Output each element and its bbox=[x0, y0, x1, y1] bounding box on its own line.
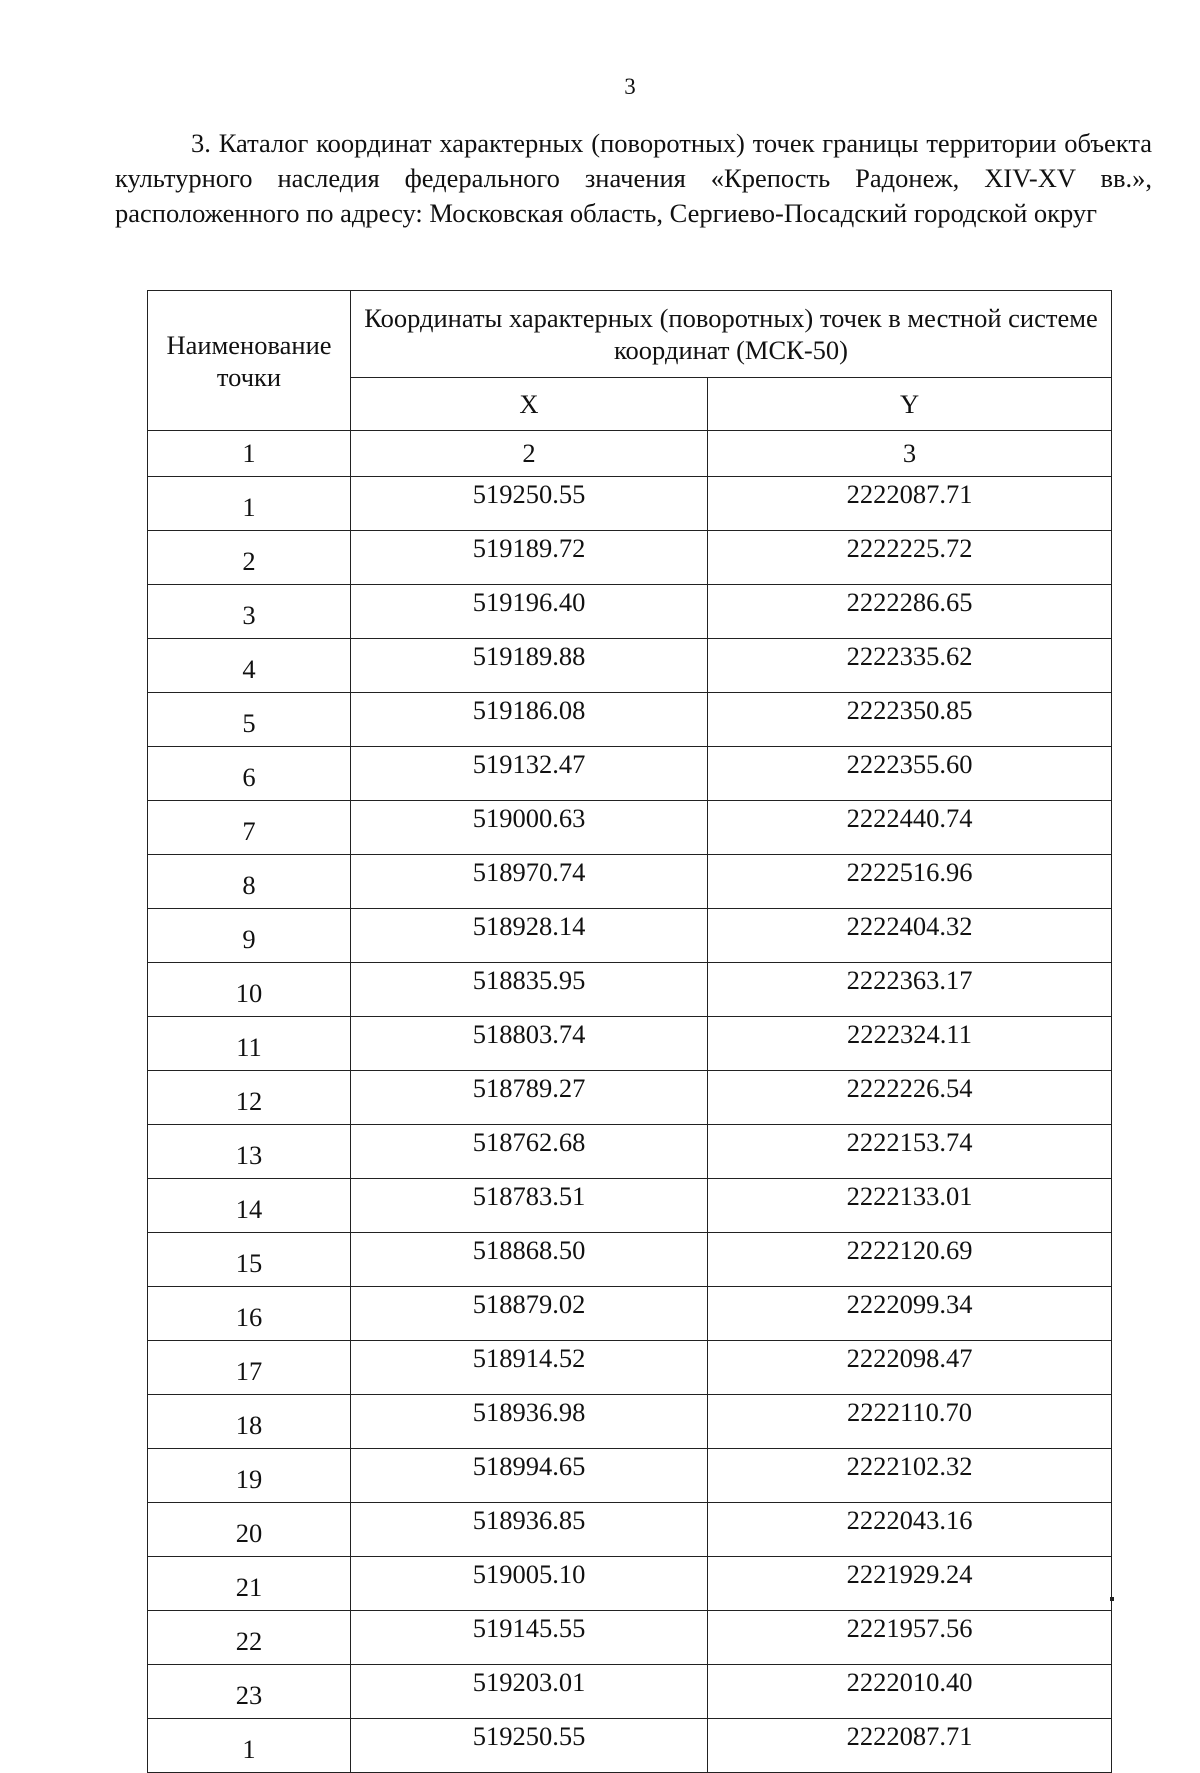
x-coordinate-cell: 518803.74 bbox=[351, 1017, 708, 1071]
y-coordinate-cell: 2222286.65 bbox=[708, 585, 1112, 639]
y-coordinate-cell: 2222355.60 bbox=[708, 747, 1112, 801]
table-row bbox=[148, 1341, 1112, 1395]
x-coordinate-cell: 518789.27 bbox=[351, 1071, 708, 1125]
point-name-cell: 15 bbox=[148, 1233, 351, 1287]
point-name-cell: 3 bbox=[148, 585, 351, 639]
point-name-cell: 4 bbox=[148, 639, 351, 693]
point-name-cell: 5 bbox=[148, 693, 351, 747]
point-name-cell: 21 bbox=[148, 1557, 351, 1611]
point-name-cell: 6 bbox=[148, 747, 351, 801]
y-coordinate-cell: 2222404.32 bbox=[708, 909, 1112, 963]
coordinates-rows bbox=[148, 477, 1112, 1773]
x-coordinate-cell: 518914.52 bbox=[351, 1341, 708, 1395]
x-coordinate-cell: 519250.55 bbox=[351, 477, 708, 531]
table-row bbox=[148, 1179, 1112, 1233]
x-coordinate-cell: 518879.02 bbox=[351, 1287, 708, 1341]
x-coordinate-cell: 519189.88 bbox=[351, 639, 708, 693]
y-coordinate-cell: 2222087.71 bbox=[708, 1719, 1112, 1773]
table-row bbox=[148, 693, 1112, 747]
table-row bbox=[148, 855, 1112, 909]
y-coordinate-cell: 2222226.54 bbox=[708, 1071, 1112, 1125]
point-name-cell: 22 bbox=[148, 1611, 351, 1665]
header-point-name: Наименование точки bbox=[148, 291, 351, 431]
point-name-cell: 1 bbox=[148, 1719, 351, 1773]
x-coordinate-cell: 518835.95 bbox=[351, 963, 708, 1017]
table-row bbox=[148, 963, 1112, 1017]
y-coordinate-cell: 2222335.62 bbox=[708, 639, 1112, 693]
point-name-cell: 16 bbox=[148, 1287, 351, 1341]
table-row bbox=[148, 477, 1112, 531]
y-coordinate-cell: 2222010.40 bbox=[708, 1665, 1112, 1719]
table-row bbox=[148, 531, 1112, 585]
point-name-cell: 14 bbox=[148, 1179, 351, 1233]
table-row bbox=[148, 1233, 1112, 1287]
trailing-dot bbox=[1110, 1597, 1114, 1601]
table-row bbox=[148, 747, 1112, 801]
table-row bbox=[148, 1071, 1112, 1125]
x-coordinate-cell: 519145.55 bbox=[351, 1611, 708, 1665]
page-number: 3 bbox=[624, 74, 636, 99]
table-row bbox=[148, 801, 1112, 855]
document-heading: 3. Каталог координат характерных (поворотных) точек границы территории объекта культурного наследия федерального значения «Крепость Радонеж, XIV-XV вв.», расположенного по адресу: Московская область, Сергиево-Посадский городской округ bbox=[115, 128, 1152, 228]
x-coordinate-cell: 518970.74 bbox=[351, 855, 708, 909]
table-row bbox=[148, 1719, 1112, 1773]
x-coordinate-cell: 518868.50 bbox=[351, 1233, 708, 1287]
table-row bbox=[148, 909, 1112, 963]
point-name-cell: 1 bbox=[148, 477, 351, 531]
table-row bbox=[148, 1287, 1112, 1341]
y-coordinate-cell: 2222153.74 bbox=[708, 1125, 1112, 1179]
x-coordinate-cell: 518994.65 bbox=[351, 1449, 708, 1503]
table-row bbox=[148, 1503, 1112, 1557]
x-coordinate-cell: 519186.08 bbox=[351, 693, 708, 747]
x-coordinate-cell: 518762.68 bbox=[351, 1125, 708, 1179]
point-name-cell: 2 bbox=[148, 531, 351, 585]
point-name-cell: 12 bbox=[148, 1071, 351, 1125]
y-coordinate-cell: 2222098.47 bbox=[708, 1341, 1112, 1395]
x-coordinate-cell: 519000.63 bbox=[351, 801, 708, 855]
y-coordinate-cell: 2221957.56 bbox=[708, 1611, 1112, 1665]
y-coordinate-cell: 2222043.16 bbox=[708, 1503, 1112, 1557]
table-row bbox=[148, 1125, 1112, 1179]
y-coordinate-cell: 2222350.85 bbox=[708, 693, 1112, 747]
header-coordinates-group: Координаты характерных (поворотных) точек в местной системе координат (МСК-50) bbox=[351, 291, 1112, 378]
table-row bbox=[148, 1449, 1112, 1503]
table-row bbox=[148, 1395, 1112, 1449]
column-number: 2 bbox=[351, 431, 708, 477]
x-coordinate-cell: 519132.47 bbox=[351, 747, 708, 801]
y-coordinate-cell: 2222120.69 bbox=[708, 1233, 1112, 1287]
point-name-cell: 23 bbox=[148, 1665, 351, 1719]
x-coordinate-cell: 519005.10 bbox=[351, 1557, 708, 1611]
y-coordinate-cell: 2222102.32 bbox=[708, 1449, 1112, 1503]
x-coordinate-cell: 518936.85 bbox=[351, 1503, 708, 1557]
column-number-row bbox=[148, 431, 1112, 477]
point-name-cell: 20 bbox=[148, 1503, 351, 1557]
coordinates-table bbox=[147, 290, 1112, 1773]
point-name-cell: 11 bbox=[148, 1017, 351, 1071]
point-name-cell: 8 bbox=[148, 855, 351, 909]
y-coordinate-cell: 2222087.71 bbox=[708, 477, 1112, 531]
table-row bbox=[148, 1017, 1112, 1071]
x-coordinate-cell: 519189.72 bbox=[351, 531, 708, 585]
y-coordinate-cell: 2222225.72 bbox=[708, 531, 1112, 585]
header-x: X bbox=[351, 378, 708, 431]
y-coordinate-cell: 2222363.17 bbox=[708, 963, 1112, 1017]
point-name-cell: 13 bbox=[148, 1125, 351, 1179]
y-coordinate-cell: 2222440.74 bbox=[708, 801, 1112, 855]
x-coordinate-cell: 518936.98 bbox=[351, 1395, 708, 1449]
y-coordinate-cell: 2222099.34 bbox=[708, 1287, 1112, 1341]
header-y: Y bbox=[708, 378, 1112, 431]
y-coordinate-cell: 2221929.24 bbox=[708, 1557, 1112, 1611]
point-name-cell: 18 bbox=[148, 1395, 351, 1449]
x-coordinate-cell: 518928.14 bbox=[351, 909, 708, 963]
table-row bbox=[148, 1557, 1112, 1611]
x-coordinate-cell: 519196.40 bbox=[351, 585, 708, 639]
column-number: 3 bbox=[708, 431, 1112, 477]
point-name-cell: 17 bbox=[148, 1341, 351, 1395]
x-coordinate-cell: 519250.55 bbox=[351, 1719, 708, 1773]
x-coordinate-cell: 519203.01 bbox=[351, 1665, 708, 1719]
y-coordinate-cell: 2222133.01 bbox=[708, 1179, 1112, 1233]
y-coordinate-cell: 2222110.70 bbox=[708, 1395, 1112, 1449]
point-name-cell: 7 bbox=[148, 801, 351, 855]
point-name-cell: 19 bbox=[148, 1449, 351, 1503]
table-row bbox=[148, 639, 1112, 693]
x-coordinate-cell: 518783.51 bbox=[351, 1179, 708, 1233]
point-name-cell: 10 bbox=[148, 963, 351, 1017]
point-name-cell: 9 bbox=[148, 909, 351, 963]
table-row bbox=[148, 585, 1112, 639]
table-row bbox=[148, 1665, 1112, 1719]
y-coordinate-cell: 2222324.11 bbox=[708, 1017, 1112, 1071]
y-coordinate-cell: 2222516.96 bbox=[708, 855, 1112, 909]
table-row bbox=[148, 1611, 1112, 1665]
column-number: 1 bbox=[148, 431, 351, 477]
